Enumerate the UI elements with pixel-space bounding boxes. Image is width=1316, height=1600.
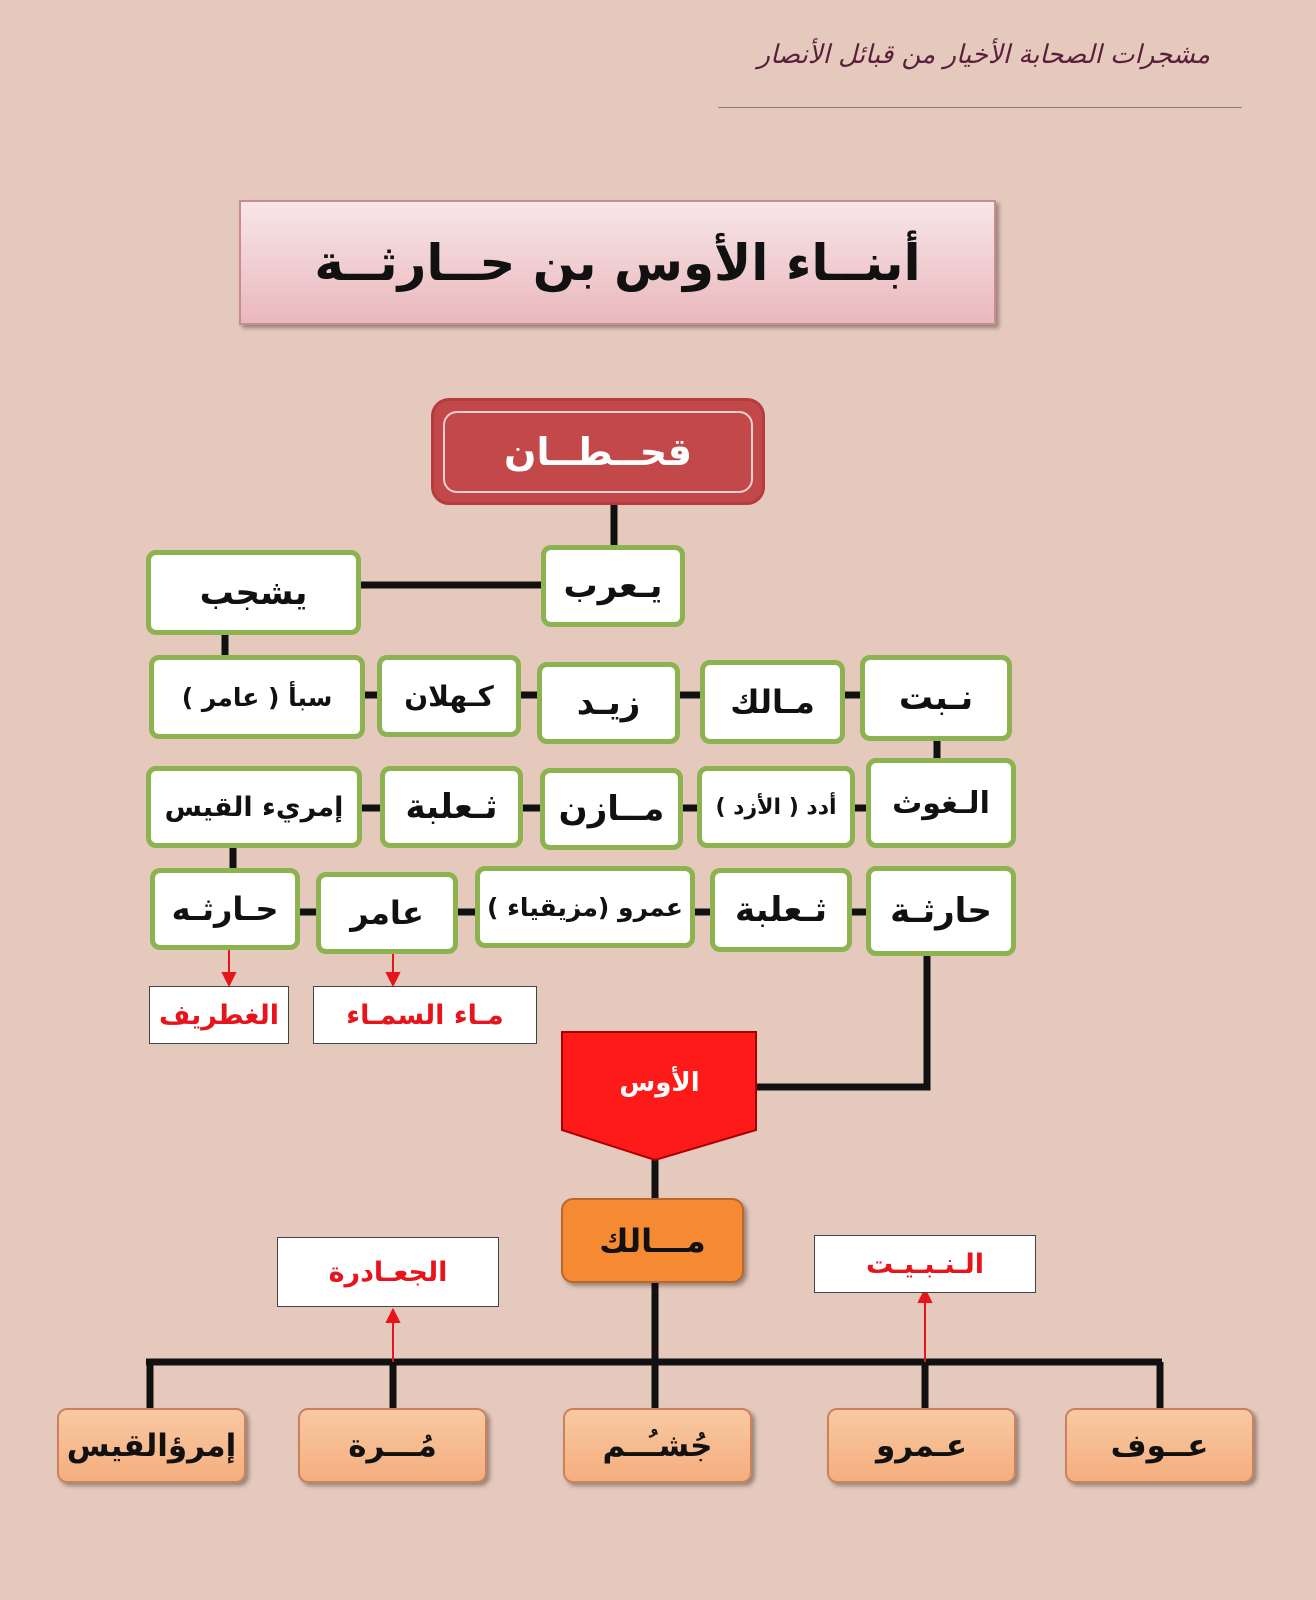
clan-jaadira: الجعـادرة — [277, 1237, 499, 1307]
header-divider — [718, 107, 1242, 108]
son-amr: عـمرو — [827, 1408, 1016, 1483]
node-row2-3: زيـد — [537, 662, 680, 744]
page-title: أبنــاء الأوس بن حــارثــة — [239, 200, 996, 325]
son-imru-alqays: إمرؤالقيس — [57, 1408, 246, 1483]
node-row4-5: حـارثـه — [150, 868, 300, 950]
son-awf: عــوف — [1065, 1408, 1254, 1483]
node-row3-1: الـغوث — [866, 758, 1016, 848]
clan-nabit: الـنـبـيـت — [814, 1235, 1036, 1293]
node-row4-2: ثـعلبة — [710, 868, 852, 952]
node-row2-4: كـهلان — [377, 655, 521, 737]
node-aws-label: الأوس — [619, 1068, 700, 1098]
node-row2-1: نـبت — [860, 655, 1012, 741]
son-jusham: جُشـُــم — [563, 1408, 752, 1483]
header-caption: مشجرات الصحابة الأخيار من قبائل الأنصار — [757, 40, 1210, 70]
node-qahtan — [431, 398, 765, 505]
node-qahtan-label: قحــطــان — [443, 411, 753, 493]
node-row4-3: عمرو (مزيقياء ) — [475, 866, 695, 948]
node-row2-2: مـالك — [700, 660, 845, 744]
clan-ghatrif: الغطريف — [149, 986, 289, 1044]
node-yashjub: يشجب — [146, 550, 361, 635]
node-row4-1: حارثـة — [866, 866, 1016, 956]
node-row3-4: ثـعلبة — [380, 766, 523, 848]
node-row3-2: أدد ( الأزد ) — [697, 766, 855, 848]
node-row3-3: مــازن — [540, 768, 683, 850]
node-yarub: يـعرب — [541, 545, 685, 627]
node-row3-5: إمريء القيس — [146, 766, 362, 848]
node-row2-5: سبأ ( عامر ) — [149, 655, 365, 739]
clan-maa-alsamaa: مـاء السمـاء — [313, 986, 537, 1044]
node-malik: مـــالك — [561, 1198, 744, 1283]
node-row4-4: عامر — [316, 872, 458, 954]
son-murra: مُـــرة — [298, 1408, 487, 1483]
